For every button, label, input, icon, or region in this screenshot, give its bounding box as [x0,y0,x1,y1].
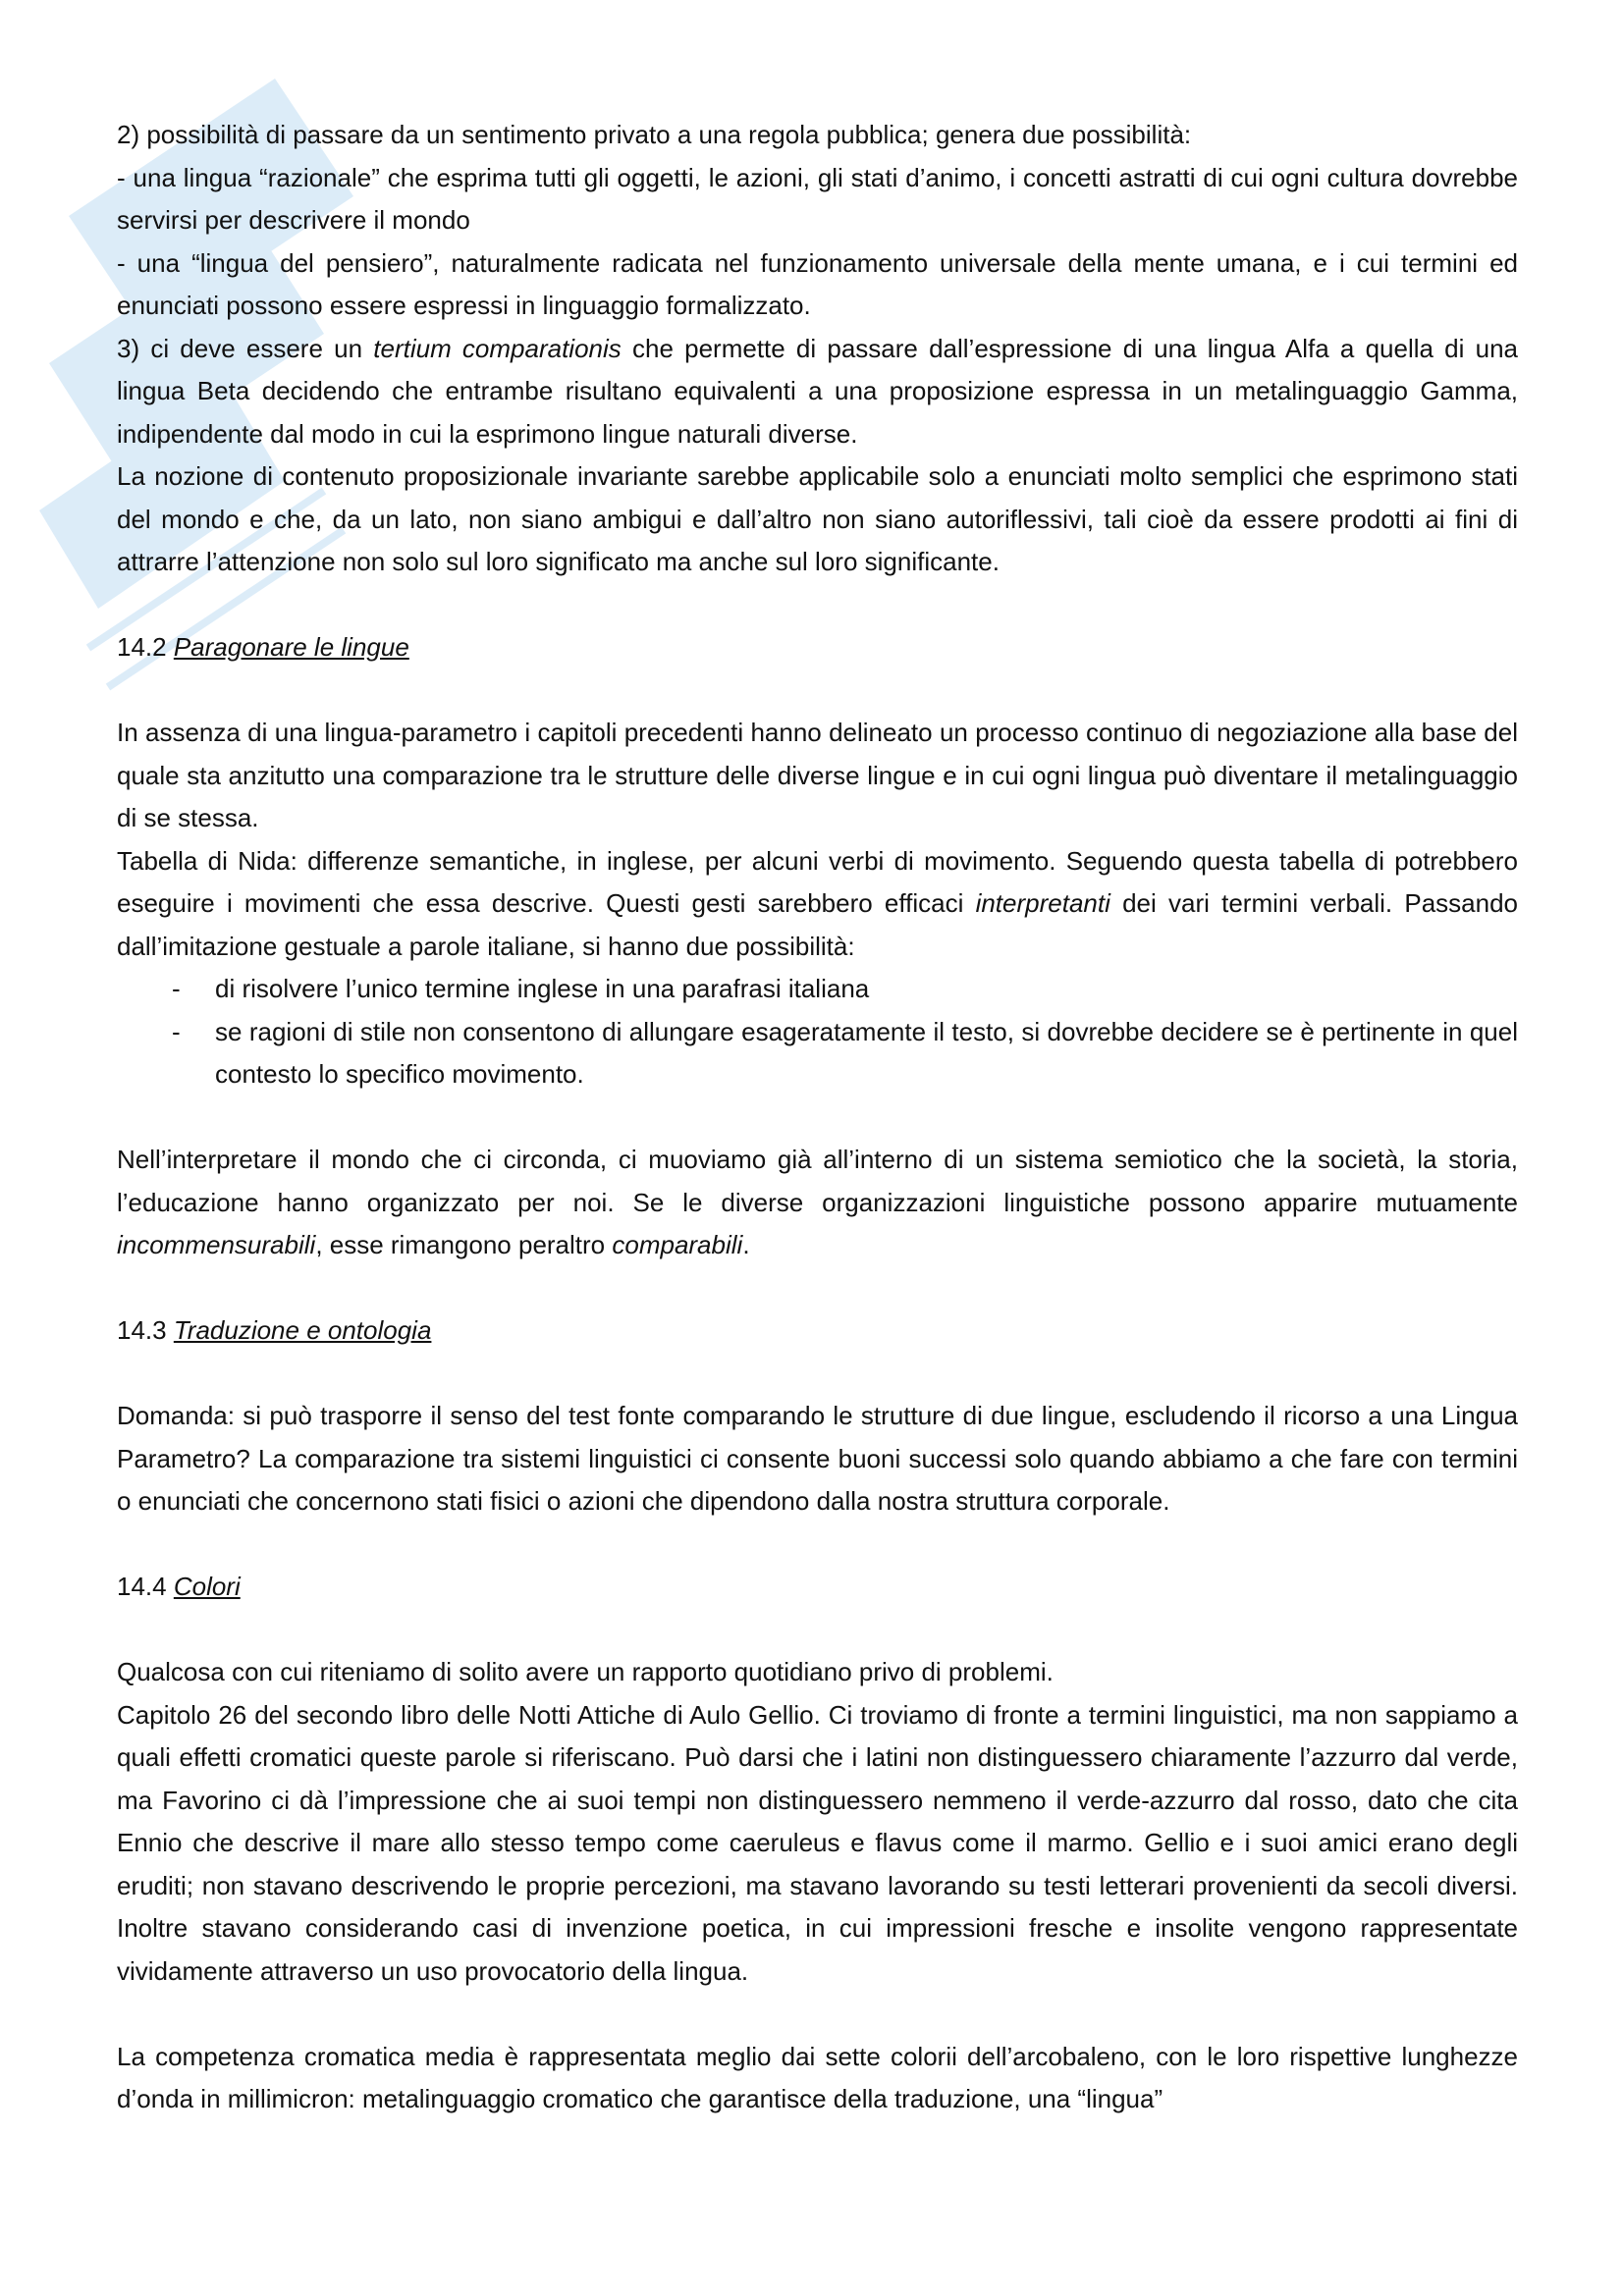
paragraph-negotiation: In assenza di una lingua-parametro i capitoli precedenti hanno delineato un processo continuo di negoziazione alla base del quale sta anzitutto una comparazione tra le strutture delle diverse lingue e in cui ogni lingua può diventare il metalinguaggio di se stessa. [117,718,1518,832]
paragraph-question: Domanda: si può trasporre il senso del test fonte comparando le strutture di due lingue, escludendo il ricorso a una Lingua Parametro? La comparazione tra sistemi linguistici ci consente buoni successi solo quando abbiamo a che fare con termini o enunciati che concernono stati fisici o azioni che dipendono dalla nostra struttura corporale. [117,1401,1518,1516]
section-number: 14.2 [117,632,174,662]
spacer [117,1267,1518,1310]
possibilities-list [117,968,1518,1096]
text-run: Nell’interpretare il mondo che ci circonda, ci muoviamo già all’interno di un sistema semiotico che la società, la storia, l’educazione hanno organizzato per noi. Se le diverse organizzazioni linguistiche possono apparire mutuamente [117,1145,1518,1217]
emphasis-term: tertium comparationis [373,333,622,363]
paragraph-daily-relationship: Qualcosa con cui riteniamo di solito avere un rapporto quotidiano privo di problemi. [117,1657,1054,1686]
spacer [117,1353,1518,1396]
spacer [117,584,1518,627]
text-run: che permette di passare dall’espressione di una lingua Alfa a quella di una lingua Beta decidendo che entrambe risultano equivalenti a una proposizione espressa in un metalinguaggio Gamma, indipendente dal modo in cui la esprimono lingue naturali diverse. [117,333,1519,449]
paragraph-point-3 [117,328,1518,456]
paragraph-chromatic-competence: La competenza cromatica media è rappresentata meglio dai sette colorii dell’arcobaleno, con le loro rispettive lunghezze d’onda in millimicron: metalinguaggio cromatico che garantisce della traduzione, una “lingua” [117,2041,1518,2113]
spacer [117,1993,1518,2036]
text-run: , esse rimangono peraltro [315,1230,613,1259]
paragraph-point-2: 2) possibilità di passare da un sentimento privato a una regola pubblica; genera due possibilità: [117,120,1192,149]
paragraph-semiotic-system [117,1139,1518,1267]
paragraph-nida-table [117,840,1518,969]
spacer [117,1523,1518,1567]
spacer [117,1609,1518,1652]
section-number: 14.4 [117,1572,174,1601]
emphasis-term: comparabili [612,1230,743,1259]
section-number: 14.3 [117,1315,174,1345]
paragraph-propositional-content: La nozione di contenuto proposizionale invariante sarebbe applicabile solo a enunciati molto semplici che esprimono stati del mondo e che, da un lato, non siano ambigui e dall’altro non siano autoriflessivi, tali cioè da essere prodotti ai fini di attrarre l’attenzione non solo sul loro significato ma anche sul loro significante. [117,461,1518,576]
text-run: 3) ci deve essere un [117,333,374,363]
section-title: Colori [173,1572,241,1601]
text-run: Tabella di Nida: differenze semantiche, in inglese, per alcuni verbi di movimento. Seguendo questa tabella di potrebbero eseguire i movimenti che essa descrive. Questi gesti sarebbero efficaci [117,845,1518,918]
paragraph-aulo-gellio: Capitolo 26 del secondo libro delle Notti Attiche di Aulo Gellio. Ci troviamo di fronte a termini linguistici, ma non sappiamo a quali effetti cromatici queste parole si riferiscano. Può darsi che i latini non distinguessero chiaramente l’azzurro dal verde, ma Favorino ci dà l’impressione che ai suoi tempi non distinguessero nemmeno il verde-azzurro dal rosso, dato che cita Ennio che descrive il mare allo stesso tempo come caeruleus e flavus come il marmo. Gellio e i suoi amici erano degli eruditi; non stavano descrivendo le proprie percezioni, ma stavano lavorando su testi letterari provenienti da secoli diversi. Inoltre stavano considerando casi di invenzione poetica, in cui impressioni fresche e insolite vengono rappresentate vividamente attraverso un uso provocatorio della lingua. [117,1699,1518,1986]
section-title: Traduzione e ontologia [173,1315,432,1345]
paragraph-language-of-thought: - una “lingua del pensiero”, naturalmente radicata nel funzionamento universale della mente umana, e i cui termini ed enunciati possono essere espressi in linguaggio formalizzato. [117,247,1518,320]
paragraph-rational-language: - una lingua “razionale” che esprima tutti gli oggetti, le azioni, gli stati d’animo, i concetti astratti di cui ogni cultura dovrebbe servirsi per descrivere il mondo [117,162,1518,235]
list-item: - se ragioni di stile non consentono di allungare esageratamente il testo, si dovrebbe decidere se è pertinente in quel contesto lo specifico movimento. [117,1011,1518,1096]
emphasis-term: incommensurabili [117,1230,316,1259]
spacer [117,1096,1518,1140]
emphasis-term: interpretanti [975,888,1110,918]
section-title: Paragonare le lingue [173,632,409,662]
document-page [117,114,1518,2121]
section-heading-14-4 [117,1566,1518,1609]
spacer [117,669,1518,713]
list-item: - di risolvere l’unico termine inglese in una parafrasi italiana [117,968,1518,1011]
section-heading-14-2 [117,626,1518,669]
text-run: dei vari termini verbali. Passando dall’imitazione gestuale a parole italiane, si hanno due possibilità: [117,888,1518,961]
text-run: . [742,1230,750,1259]
section-heading-14-3 [117,1309,1518,1353]
